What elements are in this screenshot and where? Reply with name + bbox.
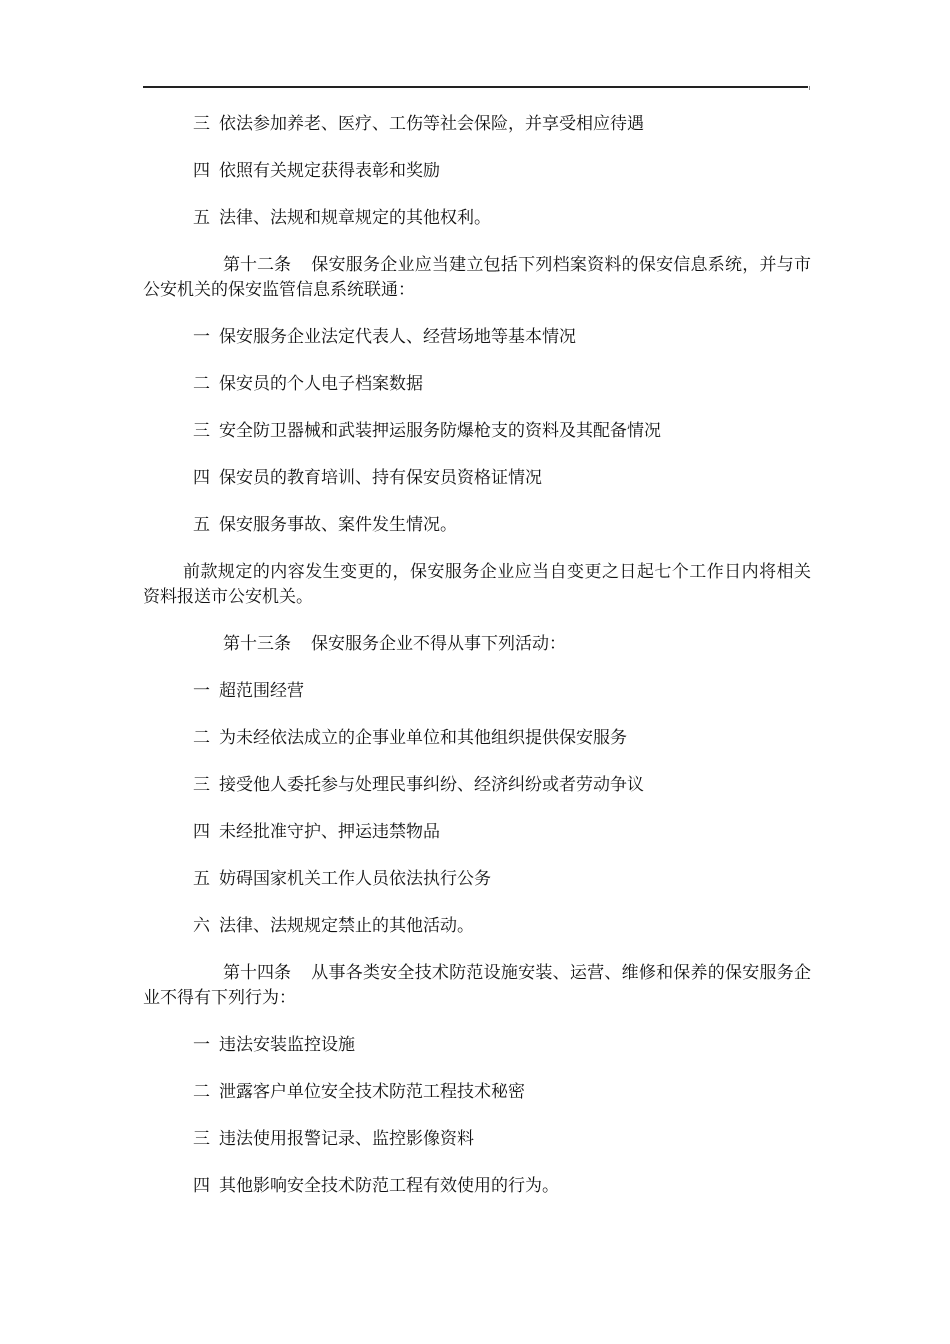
article-number: 第十二条 — [223, 255, 291, 275]
block-gap — [143, 1058, 811, 1080]
list-item-number: 四 — [193, 468, 210, 488]
list-item — [143, 726, 811, 751]
list-item-text: 接受他人委托参与处理民事纠纷、经济纠纷或者劳动争议 — [219, 775, 644, 795]
block-gap — [143, 892, 811, 914]
list-item-text: 法律、法规规定禁止的其他活动。 — [219, 916, 474, 936]
list-item-number: 一 — [193, 327, 210, 347]
paragraph-text: 保安服务企业不得从事下列活动： — [311, 634, 566, 654]
list-item-text: 保安服务企业法定代表人、经营场地等基本情况 — [219, 327, 576, 347]
block-gap — [143, 1011, 811, 1033]
block-gap — [143, 657, 811, 679]
list-item-number: 六 — [193, 916, 210, 936]
list-item-number: 三 — [193, 421, 210, 441]
header-rule — [143, 86, 808, 88]
paragraph-text: 从事各类安全技术防范设施安装、运营、维修和保养的保安服务企业不得有下列行为： — [143, 963, 811, 1008]
header-rule-tick — [809, 86, 810, 90]
list-item-text: 依照有关规定获得表彰和奖励 — [219, 161, 440, 181]
block-gap — [143, 303, 811, 325]
block-gap — [143, 610, 811, 632]
list-item — [143, 159, 811, 184]
list-item-number: 五 — [193, 208, 210, 228]
block-gap — [143, 751, 811, 773]
list-item — [143, 206, 811, 231]
list-item-text: 依法参加养老、医疗、工伤等社会保险，并享受相应待遇 — [219, 114, 644, 134]
list-item-text: 超范围经营 — [219, 681, 304, 701]
block-gap — [143, 845, 811, 867]
list-item-text: 保安员的教育培训、持有保安员资格证情况 — [219, 468, 542, 488]
list-item-text: 其他影响安全技术防范工程有效使用的行为。 — [219, 1176, 559, 1196]
list-item-text: 法律、法规和规章规定的其他权利。 — [219, 208, 491, 228]
block-gap — [143, 231, 811, 253]
paragraph — [143, 560, 811, 610]
paragraph — [143, 253, 811, 303]
list-item — [143, 1080, 811, 1105]
list-item-text: 泄露客户单位安全技术防范工程技术秘密 — [219, 1082, 525, 1102]
list-item-number: 三 — [193, 1129, 210, 1149]
block-gap — [143, 1152, 811, 1174]
block-gap — [143, 397, 811, 419]
list-item — [143, 466, 811, 491]
list-item — [143, 679, 811, 704]
list-item — [143, 513, 811, 538]
list-item — [143, 820, 811, 845]
block-gap — [143, 444, 811, 466]
paragraph — [143, 632, 811, 657]
block-gap — [143, 939, 811, 961]
list-item — [143, 1174, 811, 1199]
list-item-number: 三 — [193, 114, 210, 134]
list-item — [143, 914, 811, 939]
list-item-number: 四 — [193, 1176, 210, 1196]
list-item — [143, 1033, 811, 1058]
list-item-text: 安全防卫器械和武装押运服务防爆枪支的资料及其配备情况 — [219, 421, 661, 441]
list-item — [143, 372, 811, 397]
paragraph-text: 前款规定的内容发生变更的，保安服务企业应当自变更之日起七个工作日内将相关资料报送市公安机关。 — [143, 562, 811, 607]
block-gap — [143, 704, 811, 726]
list-item — [143, 773, 811, 798]
list-item-number: 一 — [193, 681, 210, 701]
block-gap — [143, 1105, 811, 1127]
list-item-number: 三 — [193, 775, 210, 795]
list-item-number: 四 — [193, 161, 210, 181]
document-body — [143, 112, 811, 1199]
block-gap — [143, 137, 811, 159]
block-gap — [143, 798, 811, 820]
list-item-text: 违法使用报警记录、监控影像资料 — [219, 1129, 474, 1149]
block-gap — [143, 184, 811, 206]
article-number: 第十四条 — [223, 963, 291, 983]
list-item-number: 二 — [193, 374, 210, 394]
list-item-number: 五 — [193, 869, 210, 889]
list-item-text: 违法安装监控设施 — [219, 1035, 355, 1055]
list-item — [143, 325, 811, 350]
paragraph-text: 保安服务企业应当建立包括下列档案资料的保安信息系统，并与市公安机关的保安监管信息系统联通： — [143, 255, 811, 300]
list-item-number: 四 — [193, 822, 210, 842]
list-item-text: 妨碍国家机关工作人员依法执行公务 — [219, 869, 491, 889]
list-item — [143, 867, 811, 892]
block-gap — [143, 538, 811, 560]
list-item-number: 五 — [193, 515, 210, 535]
list-item-text: 未经批准守护、押运违禁物品 — [219, 822, 440, 842]
article-number: 第十三条 — [223, 634, 291, 654]
list-item-number: 二 — [193, 1082, 210, 1102]
list-item — [143, 419, 811, 444]
list-item — [143, 112, 811, 137]
list-item — [143, 1127, 811, 1152]
list-item-number: 二 — [193, 728, 210, 748]
list-item-text: 为未经依法成立的企事业单位和其他组织提供保安服务 — [219, 728, 627, 748]
paragraph — [143, 961, 811, 1011]
block-gap — [143, 350, 811, 372]
list-item-text: 保安员的个人电子档案数据 — [219, 374, 423, 394]
list-item-number: 一 — [193, 1035, 210, 1055]
block-gap — [143, 491, 811, 513]
list-item-text: 保安服务事故、案件发生情况。 — [219, 515, 457, 535]
